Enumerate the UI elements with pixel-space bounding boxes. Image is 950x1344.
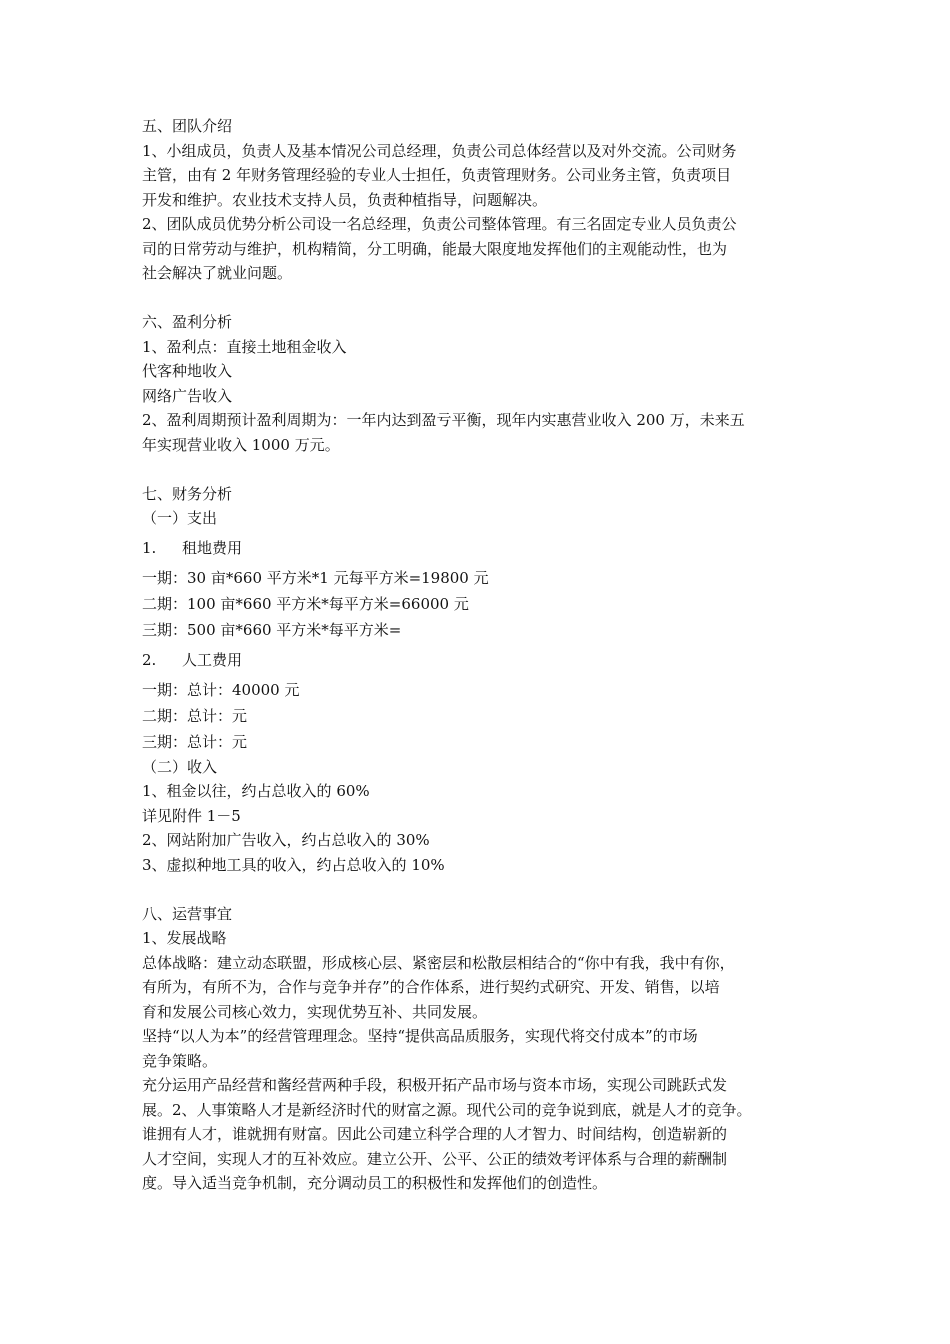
paragraph-line: 1、小组成员，负责人及基本情况公司总经理，负责公司总体经营以及对外交流。公司财务	[142, 141, 737, 160]
paragraph-line: 年实现营业收入 1000 万元。	[142, 435, 340, 454]
paragraph-line: 开发和维护。农业技术支持人员，负责种植指导，问题解决。	[142, 190, 548, 209]
paragraph-line: 坚持“以人为本”的经营管理理念。坚持“提供高品质服务，实现代将交付成本”的市场	[142, 1027, 698, 1045]
list-label: 人工费用	[182, 650, 243, 669]
document-page	[142, 114, 832, 1196]
paragraph-line: 网络广告收入	[142, 386, 233, 405]
section-heading-operations: 八、运营事宜	[142, 904, 233, 923]
subheading-expense: （一）支出	[142, 509, 218, 527]
paragraph-line: 二期：100 亩*660 平方米*每平方米=66000 元	[142, 594, 469, 613]
paragraph-line: 有所为，有所不为，合作与竞争并存”的合作体系，进行契约式研究、开发、销售，以培	[142, 978, 720, 996]
section-heading-team: 五、团队介绍	[142, 117, 233, 135]
paragraph-line: 充分运用产品经营和酱经营两种手段，积极开拓产品市场与资本市场，实现公司跳跃式发	[142, 1076, 728, 1094]
paragraph-line: 1、盈利点：直接土地租金收入	[142, 337, 347, 356]
paragraph-line: 总体战略：建立动态联盟，形成核心层、紧密层和松散层相结合的“你中有我，我中有你，	[142, 953, 735, 972]
paragraph-line: 社会解决了就业问题。	[142, 264, 293, 282]
paragraph-line: 代客种地收入	[142, 362, 233, 380]
paragraph-line: 一期：总计：40000 元	[142, 680, 300, 699]
blank-line	[142, 457, 832, 482]
paragraph-line: 一期：30 亩*660 平方米*1 元每平方米=19800 元	[142, 568, 489, 587]
paragraph-line: 谁拥有人才，谁就拥有财富。因此公司建立科学合理的人才智力、时间结构，创造崭新的	[142, 1125, 728, 1143]
paragraph-line: 育和发展公司核心效力，实现优势互补、共同发展。	[142, 1002, 488, 1021]
section-heading-finance: 七、财务分析	[142, 484, 233, 503]
blank-line	[142, 286, 832, 311]
list-number: 2.	[142, 650, 157, 669]
paragraph-line: 2、团队成员优势分析公司设一名总经理，负责公司整体管理。有三名固定专业人员负责公	[142, 215, 737, 233]
paragraph-line: 1、租金以往，约占总收入的 60%	[142, 782, 370, 800]
paragraph-line: 2、网站附加广告收入，约占总收入的 30%	[142, 831, 430, 849]
numbered-item-labor-cost	[142, 643, 832, 677]
subheading-income: （二）收入	[142, 757, 218, 776]
paragraph-line: 司的日常劳动与维护，机构精简，分工明确，能最大限度地发挥他们的主观能动性，也为	[142, 239, 728, 258]
paragraph-line: 三期：总计：元	[142, 732, 248, 751]
paragraph-line: 主管，由有 2 年财务管理经验的专业人士担任，负责管理财务。公司业务主管，负责项目	[142, 166, 732, 184]
paragraph-line: 竞争策略。	[142, 1051, 218, 1070]
paragraph-line: 1、发展战略	[142, 929, 227, 947]
section-heading-profit: 六、盈利分析	[142, 313, 233, 331]
numbered-item-land-rent	[142, 531, 832, 565]
paragraph-line: 详见附件 1－5	[142, 806, 241, 825]
paragraph-line: 度。导入适当竞争机制，充分调动员工的积极性和发挥他们的创造性。	[142, 1174, 608, 1192]
paragraph-line: 2、盈利周期预计盈利周期为：一年内达到盈亏平衡，现年内实惠营业收入 200 万，未来五	[142, 411, 745, 429]
paragraph-line: 人才空间，实现人才的互补效应。建立公开、公平、公正的绩效考评体系与合理的薪酬制	[142, 1149, 728, 1168]
paragraph-line: 二期：总计：元	[142, 706, 248, 725]
paragraph-line: 展。2、人事策略人才是新经济时代的财富之源。现代公司的竞争说到底，就是人才的竞争。	[142, 1100, 752, 1119]
list-label: 租地费用	[182, 538, 243, 557]
list-number: 1.	[142, 538, 157, 557]
paragraph-line: 3、虚拟种地工具的收入，约占总收入的 10%	[142, 855, 445, 874]
blank-line	[142, 877, 832, 902]
paragraph-line: 三期：500 亩*660 平方米*每平方米=	[142, 620, 402, 639]
